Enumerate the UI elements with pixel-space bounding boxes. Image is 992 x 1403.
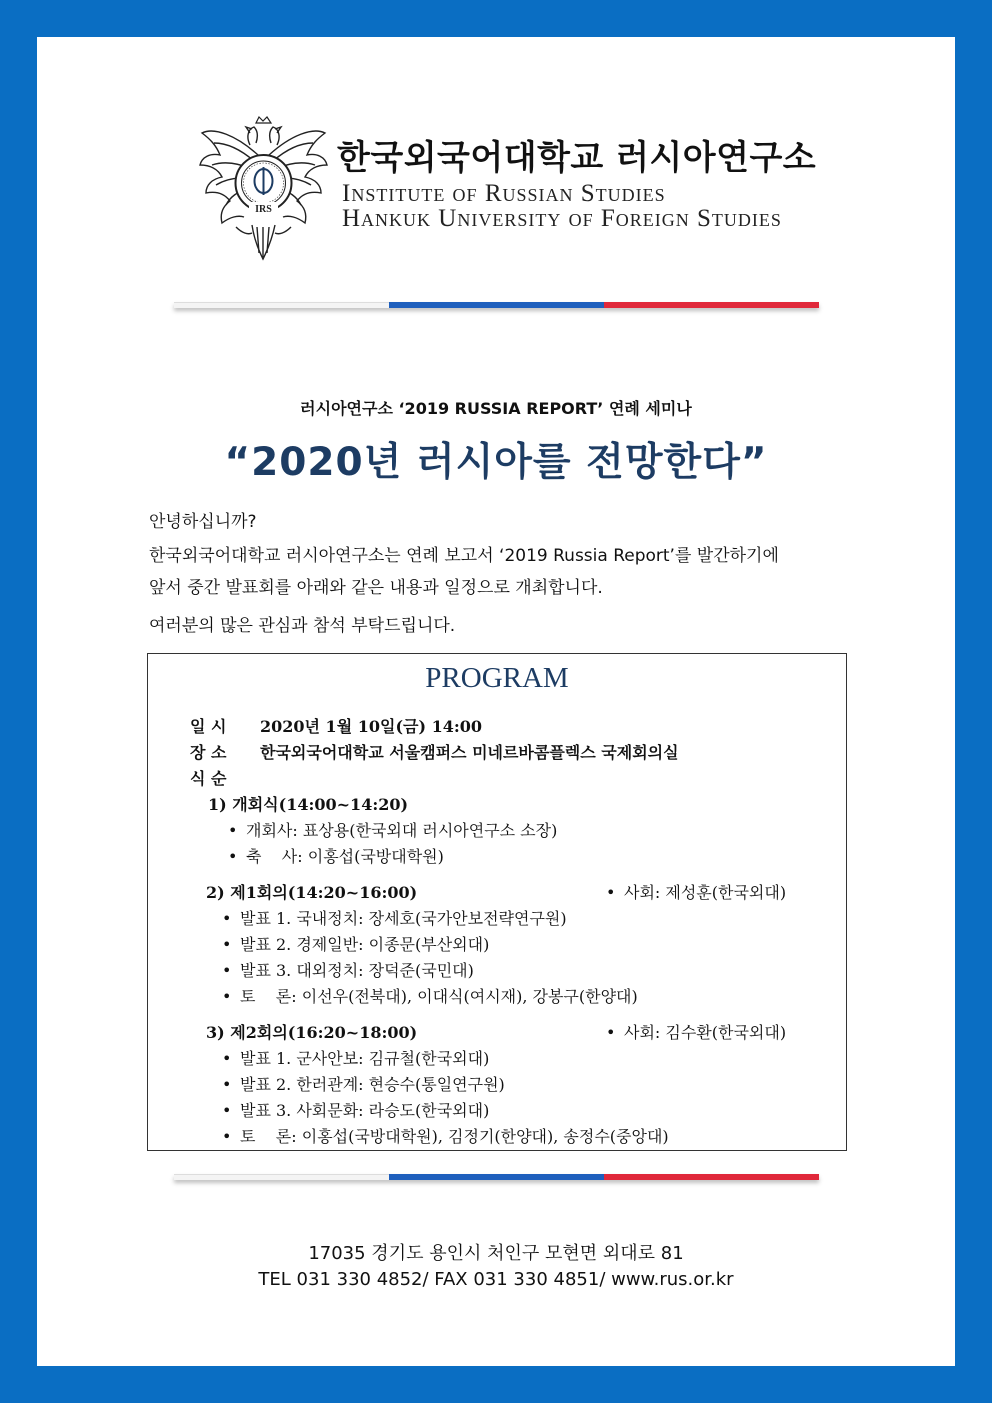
place-value: 한국외국어대학교 서울캠퍼스 미네르바콤플렉스 국제회의실 — [260, 743, 679, 762]
intro-paragraph-line-1: 한국외국어대학교 러시아연구소는 연례 보고서 ‘2019 Russia Report’를 발간하기에 — [149, 546, 779, 566]
place-label: 장 소 — [190, 743, 227, 762]
tricolor-divider-top — [174, 302, 819, 308]
session-3-heading: 3) 제2회의(16:20~18:00) — [206, 1023, 418, 1042]
list-item: • 발표 3. 사회문화: 라승도(한국외대) — [222, 1101, 490, 1120]
session-3-chair: • 사회: 김수환(한국외대) — [606, 1023, 787, 1042]
list-item: • 토 론: 이선우(전북대), 이대식(여시재), 강봉구(한양대) — [222, 987, 638, 1006]
institute-name-korean: 한국외국어대학교 러시아연구소 — [337, 138, 817, 178]
program-box — [147, 653, 847, 1151]
list-item: • 토 론: 이홍섭(국방대학원), 김정기(한양대), 송정수(중앙대) — [222, 1127, 669, 1146]
page-title: “2020년 러시아를 전망한다” — [224, 440, 768, 485]
double-headed-eagle-icon — [196, 115, 331, 263]
institute-name-english: Institute of Russian Studies — [342, 180, 666, 207]
date-label: 일 시 — [190, 717, 227, 736]
list-item: • 발표 1. 군사안보: 김규철(한국외대) — [222, 1049, 490, 1068]
list-item: • 축 사: 이홍섭(국방대학원) — [228, 847, 444, 866]
session-1-heading: 1) 개회식(14:00~14:20) — [208, 795, 409, 814]
place-row — [190, 740, 679, 763]
document-page — [37, 37, 955, 1366]
session-2-heading: 2) 제1회의(14:20~16:00) — [206, 883, 418, 902]
date-value: 2020년 1월 10일(금) 14:00 — [260, 717, 483, 736]
intro-greeting: 안녕하십니까? — [149, 512, 257, 532]
intro-paragraph-line-3: 여러분의 많은 관심과 참석 부탁드립니다. — [149, 616, 456, 636]
list-item: • 발표 1. 국내정치: 장세호(국가안보전략연구원) — [222, 909, 567, 928]
order-row — [190, 766, 260, 789]
emblem-label: IRS — [255, 204, 272, 215]
footer-address: 17035 경기도 용인시 처인구 모현면 외대로 81 — [308, 1243, 684, 1264]
order-label: 식 순 — [190, 769, 227, 788]
intro-paragraph-line-2: 앞서 중간 발표회를 아래와 같은 내용과 일정으로 개최합니다. — [149, 578, 603, 598]
tricolor-divider-bottom — [174, 1174, 819, 1180]
session-2-chair: • 사회: 제성훈(한국외대) — [606, 883, 787, 902]
list-item: • 발표 2. 경제일반: 이종문(부산외대) — [222, 935, 490, 954]
footer-contact: TEL 031 330 4852/ FAX 031 330 4851/ www.rus.or.kr — [258, 1269, 734, 1290]
date-row — [190, 714, 482, 737]
seminar-kicker: 러시아연구소 ‘2019 RUSSIA REPORT’ 연례 세미나 — [300, 399, 692, 418]
list-item: • 발표 2. 한러관계: 현승수(통일연구원) — [222, 1075, 505, 1094]
university-name-english: Hankuk University of Foreign Studies — [342, 205, 782, 232]
list-item: • 발표 3. 대외정치: 장덕준(국민대) — [222, 961, 474, 980]
program-title: PROGRAM — [425, 662, 569, 694]
list-item: • 개회사: 표상용(한국외대 러시아연구소 소장) — [228, 821, 558, 840]
